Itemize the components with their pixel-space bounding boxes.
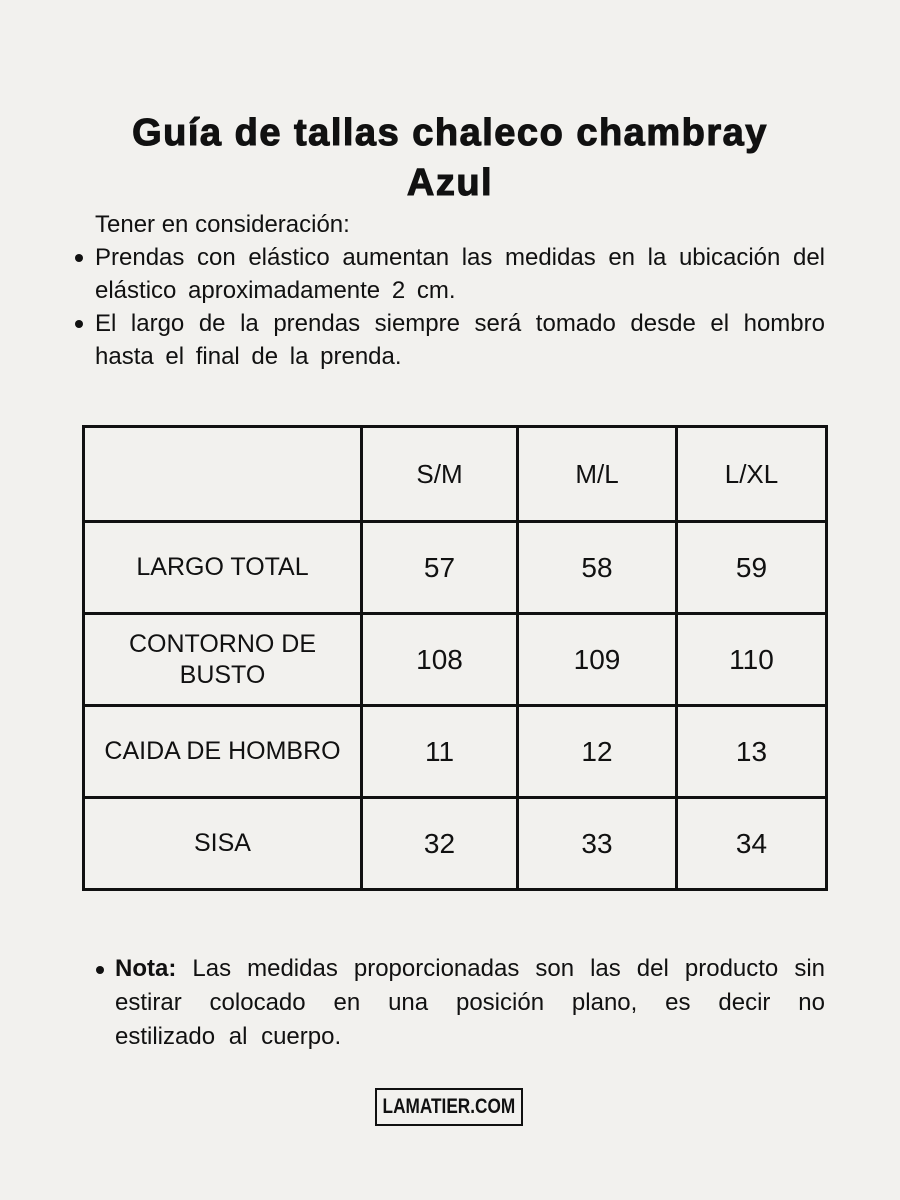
page-title-line1: Guía de tallas chaleco chambray bbox=[132, 112, 768, 154]
size-value-cell: 32 bbox=[362, 798, 518, 890]
consideration-item: Prendas con elástico aumentan las medidas en la ubicación del elástico aproximadamente 2 cm. bbox=[95, 241, 825, 307]
page-title bbox=[40, 108, 860, 208]
page-title-line2: Azul bbox=[406, 162, 494, 204]
brand-badge-text: LAMATIER.COM bbox=[382, 1095, 516, 1118]
consideration-item: El largo de la prendas siempre será tomado desde el hombro hasta el final de la prenda. bbox=[95, 307, 825, 373]
size-value-cell: 34 bbox=[677, 798, 827, 890]
size-table-header-row bbox=[84, 427, 827, 522]
column-header-lxl: L/XL bbox=[677, 427, 827, 522]
size-value-cell: 12 bbox=[518, 706, 677, 798]
size-value-cell: 33 bbox=[518, 798, 677, 890]
size-value-cell: 58 bbox=[518, 522, 677, 614]
size-value-cell: 11 bbox=[362, 706, 518, 798]
row-label: LARGO TOTAL bbox=[84, 522, 362, 614]
size-value-cell: 59 bbox=[677, 522, 827, 614]
table-row bbox=[84, 706, 827, 798]
brand-badge bbox=[375, 1088, 523, 1126]
intro-text: Tener en consideración: bbox=[95, 211, 350, 238]
column-header-ml: M/L bbox=[518, 427, 677, 522]
row-label: CAIDA DE HOMBRO bbox=[84, 706, 362, 798]
table-row bbox=[84, 798, 827, 890]
size-value-cell: 110 bbox=[677, 614, 827, 706]
note-body: Las medidas proporcionadas son las del producto sin estirar colocado en una posición plano, es decir no estilizado al cuerpo. bbox=[115, 955, 825, 1050]
column-header-empty bbox=[84, 427, 362, 522]
considerations-list bbox=[95, 241, 825, 373]
size-table bbox=[82, 425, 828, 891]
column-header-sm: S/M bbox=[362, 427, 518, 522]
size-value-cell: 13 bbox=[677, 706, 827, 798]
row-label: SISA bbox=[84, 798, 362, 890]
table-row bbox=[84, 522, 827, 614]
size-value-cell: 109 bbox=[518, 614, 677, 706]
table-row bbox=[84, 614, 827, 706]
size-value-cell: 57 bbox=[362, 522, 518, 614]
note-text bbox=[115, 952, 825, 1054]
size-value-cell: 108 bbox=[362, 614, 518, 706]
row-label: CONTORNO DE BUSTO bbox=[84, 614, 362, 706]
note-label: Nota: bbox=[115, 955, 177, 982]
